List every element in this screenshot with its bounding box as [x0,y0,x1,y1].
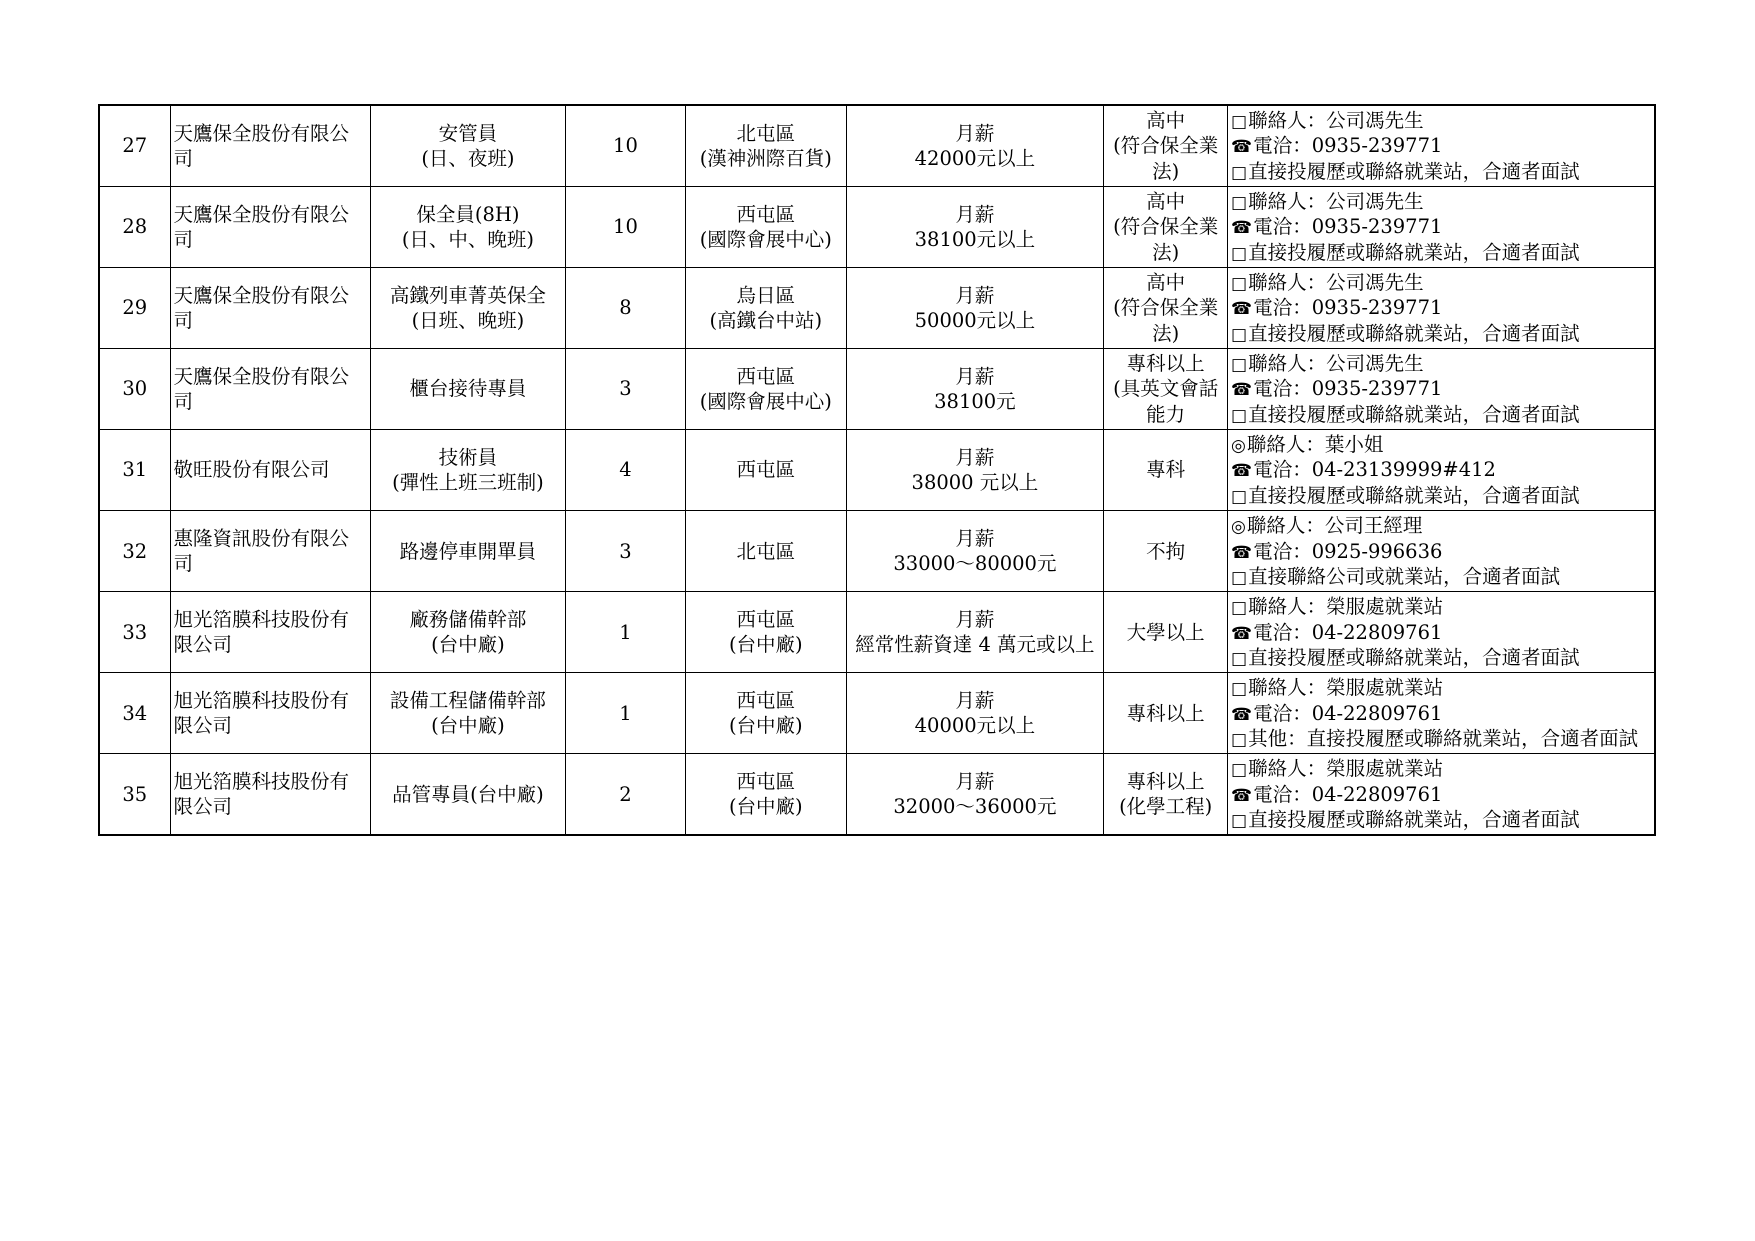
contact-line [1231,513,1651,538]
phone-icon: ☎ [1231,542,1253,563]
table-row [99,511,1655,592]
contact-info [1228,268,1655,349]
education [1104,592,1228,673]
contact-text: 電洽：0935-239771 [1253,215,1443,239]
job-title-line: (日、中、晚班) [401,228,535,252]
salary-line: 42000元以上 [914,147,1036,171]
salary-line: 月薪 [955,607,995,631]
contact-line [1231,457,1651,482]
contact-line [1231,701,1651,726]
job-title-line: (日、夜班) [421,147,515,171]
contact-info [1228,105,1655,187]
education [1104,187,1228,268]
table-row [99,673,1655,754]
education [1104,673,1228,754]
salary-line: 月薪 [955,688,995,712]
contact-line [1231,351,1651,376]
job-title [371,754,566,836]
contact-line [1231,240,1651,265]
company-name: 旭光箔膜科技股份有限公司 [170,754,371,836]
contact-text: 直接投履歷或聯絡就業站，合適者面試 [1248,402,1580,426]
contact-info [1228,187,1655,268]
checkbox-icon: □ [1231,598,1248,619]
education-line: 專科以上 [1126,352,1205,376]
contact-line [1231,726,1651,751]
work-area-line: (高鐵台中站) [709,309,823,333]
work-area [686,511,846,592]
job-title-line: 技術員 [438,445,498,469]
company-name: 惠隆資訊股份有限公司 [170,511,371,592]
salary-line: 38100元以上 [914,228,1036,252]
phone-icon: ☎ [1231,704,1253,725]
contact-line [1231,756,1651,781]
contact-text: 直接投履歷或聯絡就業站，合適者面試 [1248,807,1580,831]
phone-icon: ☎ [1231,380,1253,401]
salary [846,349,1104,430]
checkbox-icon: □ [1231,567,1248,588]
work-area-line: (台中廠) [728,795,803,819]
salary [846,511,1104,592]
contact-text: 聯絡人：榮服處就業站 [1248,676,1444,700]
contact-text: 聯絡人：公司王經理 [1246,514,1423,538]
work-area-line: 烏日區 [736,283,796,307]
contact-text: 其他：直接投履歷或聯絡就業站，合適者面試 [1248,726,1639,750]
headcount: 3 [565,349,685,430]
checkbox-icon: □ [1231,810,1248,831]
job-title [371,592,566,673]
headcount: 1 [565,673,685,754]
job-title-line: (台中廠) [431,633,505,657]
contact-info [1228,592,1655,673]
work-area-line: 西屯區 [736,364,796,388]
contact-info [1228,349,1655,430]
contact-line [1231,133,1651,158]
education-line: 高中 [1146,271,1186,295]
contact-line [1231,675,1651,700]
contact-line [1231,483,1651,508]
salary [846,105,1104,187]
work-area [686,105,846,187]
contact-line [1231,594,1651,619]
company-name: 天鷹保全股份有限公司 [170,268,371,349]
table-row [99,105,1655,187]
contact-text: 電洽：0935-239771 [1253,134,1443,158]
contact-line [1231,295,1651,320]
salary-line: 50000元以上 [914,309,1036,333]
row-number: 30 [99,349,170,430]
education-line: 不拘 [1146,539,1186,563]
work-area-line: 北屯區 [736,539,796,563]
education [1104,430,1228,511]
education [1104,349,1228,430]
salary [846,187,1104,268]
checkbox-icon: □ [1231,355,1248,376]
work-area-line: (台中廠) [728,714,803,738]
job-title-line: (彈性上班三班制) [392,471,544,495]
checkbox-icon: □ [1231,729,1248,750]
contact-line [1231,645,1651,670]
education [1104,105,1228,187]
contact-line [1231,321,1651,346]
salary-line: 月薪 [955,364,995,388]
job-title-line: 安管員 [438,121,498,145]
salary-line: 經常性薪資達 4 萬元或以上 [855,633,1095,657]
contact-text: 電洽：04-22809761 [1253,782,1443,806]
phone-icon: ☎ [1231,137,1253,158]
contact-line [1231,564,1651,589]
contact-line [1231,189,1651,214]
contact-text: 聯絡人：榮服處就業站 [1248,757,1444,781]
education [1104,511,1228,592]
contact-line [1231,807,1651,832]
contact-line [1231,108,1651,133]
contact-text: 聯絡人：公司馮先生 [1248,190,1424,214]
contact-text: 直接投履歷或聯絡就業站，合適者面試 [1248,321,1580,345]
work-area-line: 西屯區 [736,769,796,793]
table-row [99,754,1655,836]
salary-line: 40000元以上 [914,714,1036,738]
company-name: 敬旺股份有限公司 [170,430,371,511]
contact-line [1231,159,1651,184]
salary [846,268,1104,349]
education-line: (化學工程) [1119,795,1213,819]
contact-line [1231,402,1651,427]
salary-line: 32000～36000元 [893,795,1057,819]
work-area-line: (台中廠) [728,633,803,657]
job-title-line: 路邊停車開單員 [399,539,537,563]
contact-text: 聯絡人：公司馮先生 [1248,271,1424,295]
bullet-icon: ◎ [1231,436,1246,457]
phone-icon: ☎ [1231,623,1253,644]
education-line: (符合保全業法) [1113,215,1219,264]
work-area [686,187,846,268]
headcount: 1 [565,592,685,673]
table-row [99,349,1655,430]
work-area [686,754,846,836]
contact-text: 直接投履歷或聯絡就業站，合適者面試 [1248,645,1580,669]
checkbox-icon: □ [1231,243,1248,264]
checkbox-icon: □ [1231,486,1248,507]
company-name: 天鷹保全股份有限公司 [170,187,371,268]
education-line: 專科以上 [1126,701,1205,725]
checkbox-icon: □ [1231,162,1248,183]
checkbox-icon: □ [1231,405,1248,426]
contact-text: 聯絡人：公司馮先生 [1248,109,1424,132]
headcount: 4 [565,430,685,511]
job-title-line: 保全員(8H) [416,202,520,226]
education-line: 專科以上 [1126,769,1205,793]
phone-icon: ☎ [1231,218,1253,239]
salary [846,754,1104,836]
phone-icon: ☎ [1231,785,1253,806]
contact-info [1228,511,1655,592]
contact-text: 直接聯絡公司或就業站，合適者面試 [1248,564,1561,588]
work-area-line: (漢神洲際百貨) [699,147,832,171]
contact-text: 電洽：04-23139999#412 [1253,458,1496,482]
salary [846,673,1104,754]
education-line: 大學以上 [1126,620,1205,644]
education-line: (符合保全業法) [1113,296,1219,345]
checkbox-icon: □ [1231,112,1248,132]
company-name: 天鷹保全股份有限公司 [170,105,371,187]
contact-text: 電洽：0935-239771 [1253,377,1443,401]
contact-text: 電洽：04-22809761 [1253,620,1443,644]
checkbox-icon: □ [1231,760,1248,781]
job-title-line: 高鐵列車菁英保全 [389,283,546,307]
contact-text: 直接投履歷或聯絡就業站，合適者面試 [1248,159,1580,183]
table-body [99,105,1655,835]
contact-info [1228,673,1655,754]
salary-line: 38000 元以上 [911,471,1039,495]
headcount: 3 [565,511,685,592]
contact-line [1231,214,1651,239]
work-area-line: 西屯區 [736,202,796,226]
education-line: (具英文會話能力 [1113,377,1219,426]
job-title [371,349,566,430]
contact-info [1228,430,1655,511]
headcount: 2 [565,754,685,836]
checkbox-icon: □ [1231,648,1248,669]
salary-line: 月薪 [955,526,995,550]
job-title [371,511,566,592]
phone-icon: ☎ [1231,299,1253,320]
education [1104,754,1228,836]
salary-line: 月薪 [955,202,995,226]
job-title [371,105,566,187]
contact-line [1231,539,1651,564]
phone-icon: ☎ [1231,461,1253,482]
work-area-line: (國際會展中心) [699,390,832,414]
job-title-line: 廠務儲備幹部 [409,607,527,631]
headcount: 10 [565,187,685,268]
job-title [371,187,566,268]
work-area [686,592,846,673]
work-area [686,430,846,511]
job-title-line: (台中廠) [431,714,505,738]
contact-line [1231,270,1651,295]
contact-line [1231,620,1651,645]
work-area-line: 西屯區 [736,458,796,482]
checkbox-icon: □ [1231,324,1248,345]
salary [846,592,1104,673]
education-line: 高中 [1146,109,1186,132]
company-name: 天鷹保全股份有限公司 [170,349,371,430]
education [1104,268,1228,349]
checkbox-icon: □ [1231,193,1248,214]
education-line: 專科 [1146,458,1186,482]
salary-line: 38100元 [934,390,1016,414]
contact-text: 直接投履歷或聯絡就業站，合適者面試 [1248,483,1580,507]
job-title-line: 設備工程儲備幹部 [389,688,546,712]
company-name: 旭光箔膜科技股份有限公司 [170,673,371,754]
job-title-line: (日班、晚班) [411,309,525,333]
contact-text: 聯絡人：葉小姐 [1246,433,1384,457]
contact-line [1231,782,1651,807]
salary-line: 月薪 [955,769,995,793]
contact-line [1231,376,1651,401]
row-number: 35 [99,754,170,836]
education-line: 高中 [1146,190,1186,214]
row-number: 31 [99,430,170,511]
salary-line: 月薪 [955,445,995,469]
salary-line: 33000～80000元 [893,552,1057,576]
contact-text: 電洽：0935-239771 [1253,296,1443,320]
job-title-line: 品管專員(台中廠) [392,782,544,806]
row-number: 32 [99,511,170,592]
contact-info [1228,754,1655,836]
job-title-line: 櫃台接待專員 [409,377,527,401]
work-area-line: 北屯區 [736,121,796,145]
checkbox-icon: □ [1231,274,1248,295]
bullet-icon: ◎ [1231,517,1246,538]
contact-text: 聯絡人：公司馮先生 [1248,352,1424,376]
contact-text: 聯絡人：榮服處就業站 [1248,595,1444,619]
row-number: 34 [99,673,170,754]
job-title [371,673,566,754]
salary-line: 月薪 [955,121,995,145]
checkbox-icon: □ [1231,679,1248,700]
row-number: 28 [99,187,170,268]
headcount: 8 [565,268,685,349]
work-area [686,673,846,754]
work-area [686,268,846,349]
contact-text: 電洽：04-22809761 [1253,701,1443,725]
contact-line [1231,432,1651,457]
salary [846,430,1104,511]
company-name: 旭光箔膜科技股份有限公司 [170,592,371,673]
job-title [371,430,566,511]
table-row [99,592,1655,673]
headcount: 10 [565,105,685,187]
work-area-line: (國際會展中心) [699,228,832,252]
contact-text: 直接投履歷或聯絡就業站，合適者面試 [1248,240,1580,264]
contact-text: 電洽：0925-996636 [1253,539,1443,563]
education-line: (符合保全業法) [1113,134,1219,183]
work-area-line: 西屯區 [736,688,796,712]
job-title [371,268,566,349]
row-number: 33 [99,592,170,673]
job-listing-table [98,104,1656,836]
table-row [99,187,1655,268]
salary-line: 月薪 [955,283,995,307]
row-number: 27 [99,105,170,187]
work-area-line: 西屯區 [736,607,796,631]
work-area [686,349,846,430]
table-row [99,430,1655,511]
table-row [99,268,1655,349]
row-number: 29 [99,268,170,349]
